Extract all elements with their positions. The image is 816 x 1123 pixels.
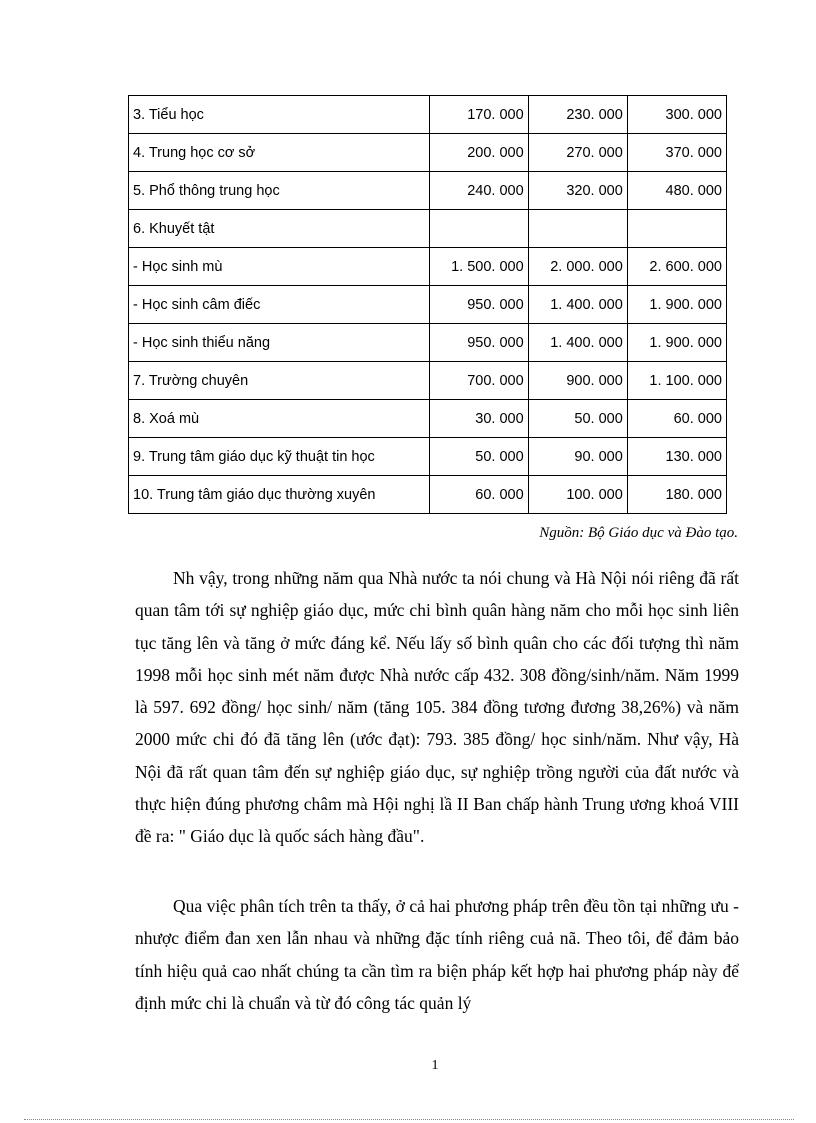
value-cell: 230. 000 (528, 96, 627, 134)
value-cell: 200. 000 (429, 134, 528, 172)
value-cell: 180. 000 (627, 476, 726, 514)
row-label: 10. Trung tâm giáo dục thường xuyên (129, 476, 430, 514)
table-row (129, 362, 727, 400)
value-cell: 30. 000 (429, 400, 528, 438)
table-row (129, 324, 727, 362)
value-cell: 50. 000 (429, 438, 528, 476)
value-cell: 320. 000 (528, 172, 627, 210)
row-label: - Học sinh câm điếc (129, 286, 430, 324)
value-cell: 60. 000 (429, 476, 528, 514)
value-cell: 950. 000 (429, 324, 528, 362)
value-cell: 370. 000 (627, 134, 726, 172)
value-cell: 1. 400. 000 (528, 324, 627, 362)
value-cell: 170. 000 (429, 96, 528, 134)
value-cell (627, 210, 726, 248)
row-label: 6. Khuyết tật (129, 210, 430, 248)
value-cell: 900. 000 (528, 362, 627, 400)
paragraph-analysis: Nh vậy, trong những năm qua Nhà nước ta nói chung và Hà Nội nói riêng đã rất quan tâm tới sự nghiệp giáo dục, mức chi bình quân hàng năm cho mỗi học sinh liên tục tăng lên và tăng ở mức đáng kể. Nếu lấy số bình quân cho các đối tượng thì năm 1998 mỗi học sinh mét năm được Nhà nước cấp 432. 308 đồng/sinh/năm. Năm 1999 là 597. 692 đồng/ học sinh/ năm (tăng 105. 384 đồng tương đương 38,26%) và năm 2000 mức chi đó đã tăng lên (ước đạt): 793. 385 đồng/ học sinh/năm. Như vậy, Hà Nội đã rất quan tâm đến sự nghiệp giáo dục, sự nghiệp trồng người của đất nước và thực hiện đúng phương châm mà Hội nghị lầ II Ban chấp hành Trung ương khoá VIII đề ra: " Giáo dục là quốc sách hàng đầu". (135, 568, 739, 847)
value-cell (528, 210, 627, 248)
value-cell: 300. 000 (627, 96, 726, 134)
value-cell: 130. 000 (627, 438, 726, 476)
table-row (129, 172, 727, 210)
value-cell (429, 210, 528, 248)
value-cell: 2. 600. 000 (627, 248, 726, 286)
row-label: 9. Trung tâm giáo dục kỹ thuật tin học (129, 438, 430, 476)
table-row (129, 476, 727, 514)
row-label: - Học sinh thiểu năng (129, 324, 430, 362)
value-cell: 240. 000 (429, 172, 528, 210)
table-body (129, 96, 727, 514)
table-row (129, 400, 727, 438)
table-row (129, 134, 727, 172)
value-cell: 60. 000 (627, 400, 726, 438)
bottom-divider (24, 1119, 794, 1120)
value-cell: 1. 100. 000 (627, 362, 726, 400)
table-row (129, 438, 727, 476)
table-row (129, 96, 727, 134)
page-number: 1 (431, 1058, 439, 1073)
value-cell: 1. 500. 000 (429, 248, 528, 286)
value-cell: 50. 000 (528, 400, 627, 438)
value-cell: 1. 400. 000 (528, 286, 627, 324)
table-row (129, 248, 727, 286)
row-label: - Học sinh mù (129, 248, 430, 286)
row-label: 7. Trường chuyên (129, 362, 430, 400)
source-note: Nguồn: Bộ Giáo dục và Đào tạo. (539, 525, 738, 541)
row-label: 8. Xoá mù (129, 400, 430, 438)
value-cell: 700. 000 (429, 362, 528, 400)
value-cell: 1. 900. 000 (627, 286, 726, 324)
table-row (129, 286, 727, 324)
row-label: 4. Trung học cơ sở (129, 134, 430, 172)
value-cell: 270. 000 (528, 134, 627, 172)
value-cell: 100. 000 (528, 476, 627, 514)
value-cell: 90. 000 (528, 438, 627, 476)
expenditure-table (128, 95, 727, 514)
row-label: 5. Phổ thông trung học (129, 172, 430, 210)
value-cell: 950. 000 (429, 286, 528, 324)
table-row (129, 210, 727, 248)
value-cell: 2. 000. 000 (528, 248, 627, 286)
value-cell: 480. 000 (627, 172, 726, 210)
paragraph-conclusion: Qua việc phân tích trên ta thấy, ở cả hai phương pháp trên đều tồn tại những ưu - nhược điểm đan xen lẫn nhau và những đặc tính riêng cuả nã. Theo tôi, để đảm bảo tính hiệu quả cao nhất chúng ta cần tìm ra biện pháp kết hợp hai phương pháp này để định mức chi là chuẩn và từ đó công tác quản lý (135, 896, 739, 1013)
value-cell: 1. 900. 000 (627, 324, 726, 362)
row-label: 3. Tiểu học (129, 96, 430, 134)
